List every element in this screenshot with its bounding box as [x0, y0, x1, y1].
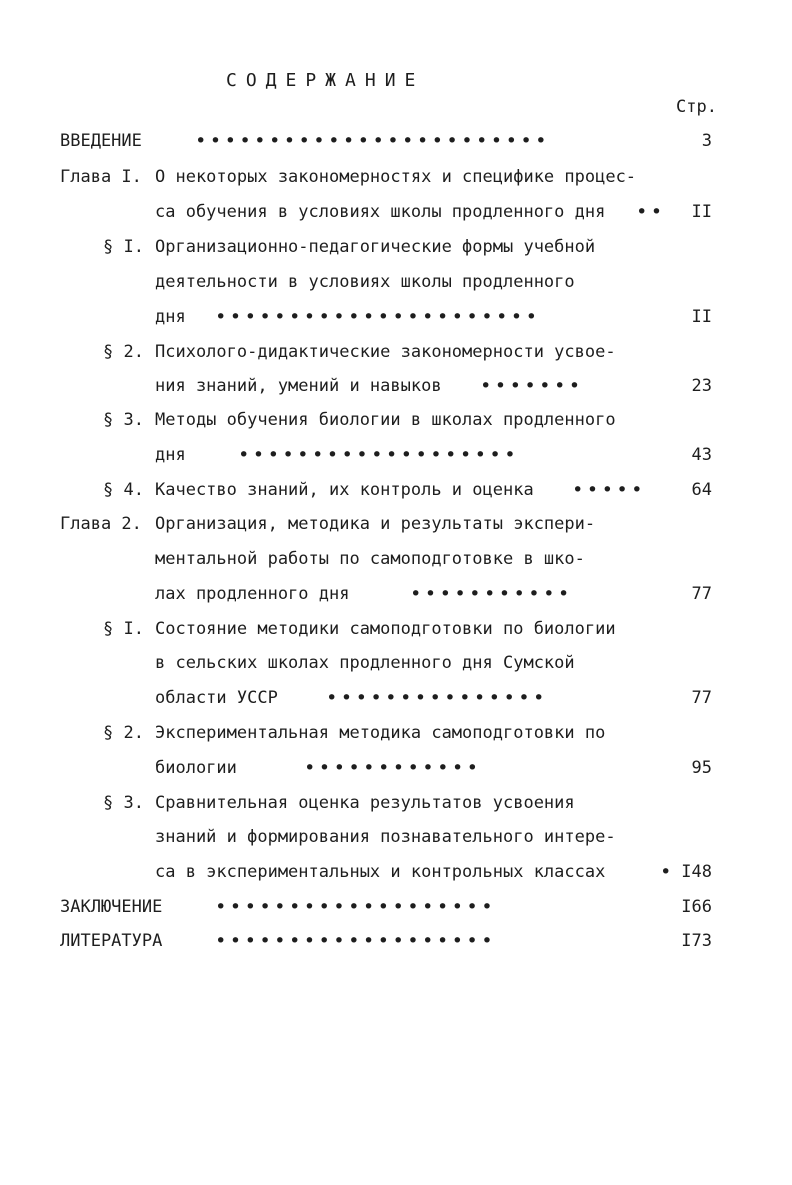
entry-prefix: § 2.: [103, 342, 144, 362]
dot-leader: ••••••••••••••••••••••••: [195, 130, 550, 152]
entry-title-line: ния знаний, умений и навыков: [155, 376, 442, 396]
entry-title-line: О некоторых закономерностях и специфике процес-: [155, 167, 637, 187]
entry-prefix: Глава 2.: [60, 514, 142, 534]
entry-title-line: ментальной работы по самоподготовке в шко-: [155, 549, 585, 569]
entry-prefix: § I.: [103, 619, 144, 639]
entry-title-line: дня: [155, 307, 186, 327]
entry-prefix: § 4.: [103, 480, 144, 500]
dot-leader: •••••••••••: [410, 583, 573, 605]
entry-page-number: 64: [691, 480, 712, 500]
dot-leader: •••••••••••••••••••: [238, 444, 519, 466]
dot-leader: •••••••••••••••••••: [215, 930, 496, 952]
entry-page-number: I66: [681, 897, 712, 917]
entry-page-number: II: [691, 307, 712, 327]
entry-title-line: деятельности в условиях школы продленного: [155, 272, 575, 292]
entry-prefix: § 2.: [103, 723, 144, 743]
entry-title-line: знаний и формирования познавательного интере-: [155, 827, 616, 847]
entry-title-line: Организационно-педагогические формы учебной: [155, 237, 596, 257]
page-column-header: Стр.: [676, 97, 717, 117]
dot-leader: ••: [636, 201, 666, 223]
entry-title-line: Сравнительная оценка результатов усвоения: [155, 793, 575, 813]
entry-page-number: 77: [691, 688, 712, 708]
entry-page-number: 3: [701, 131, 712, 151]
entry-title-line: дня: [155, 445, 186, 465]
entry-title-line: Психолого-дидактические закономерности усвое-: [155, 342, 616, 362]
entry-title-line: Состояние методики самоподготовки по биологии: [155, 619, 616, 639]
entry-title-line: Экспериментальная методика самоподготовки по: [155, 723, 606, 743]
entry-page-number: 95: [691, 758, 712, 778]
dot-leader: •••••: [572, 479, 646, 501]
entry-title-line: Качество знаний, их контроль и оценка: [155, 480, 534, 500]
entry-page-number: 43: [691, 445, 712, 465]
entry-title-line: области УССР: [155, 688, 278, 708]
entry-title-line: в сельских школах продленного дня Сумской: [155, 653, 575, 673]
dot-leader: •••••••••••••••: [326, 687, 548, 709]
entry-title-line: Методы обучения биологии в школах продленного: [155, 410, 616, 430]
entry-prefix: § 3.: [103, 793, 144, 813]
dot-leader: •••••••: [480, 375, 584, 397]
entry-page-number: I73: [681, 931, 712, 951]
dot-leader: •••••••••••••••••••: [215, 896, 496, 918]
dot-leader: •: [660, 861, 675, 883]
entry-page-number: I48: [681, 862, 712, 882]
entry-title-line: са обучения в условиях школы продленного дня: [155, 202, 606, 222]
entry-title-line: биологии: [155, 758, 237, 778]
entry-prefix: § I.: [103, 237, 144, 257]
dot-leader: ••••••••••••••••••••••: [215, 306, 541, 328]
entry-page-number: II: [691, 202, 712, 222]
entry-label: ВВЕДЕНИЕ: [60, 131, 142, 151]
entry-title-line: са в экспериментальных и контрольных классах: [155, 862, 606, 882]
entry-label: ЛИТЕРАТУРА: [60, 931, 163, 951]
entry-page-number: 77: [691, 584, 712, 604]
toc-title: СОДЕРЖАНИЕ: [226, 70, 425, 91]
entry-title-line: лах продленного дня: [155, 584, 350, 604]
entry-title-line: Организация, методика и результаты экспери-: [155, 514, 596, 534]
entry-label: ЗАКЛЮЧЕНИЕ: [60, 897, 163, 917]
entry-prefix: § 3.: [103, 410, 144, 430]
dot-leader: ••••••••••••: [304, 757, 482, 779]
entry-page-number: 23: [691, 376, 712, 396]
entry-prefix: Глава I.: [60, 167, 142, 187]
